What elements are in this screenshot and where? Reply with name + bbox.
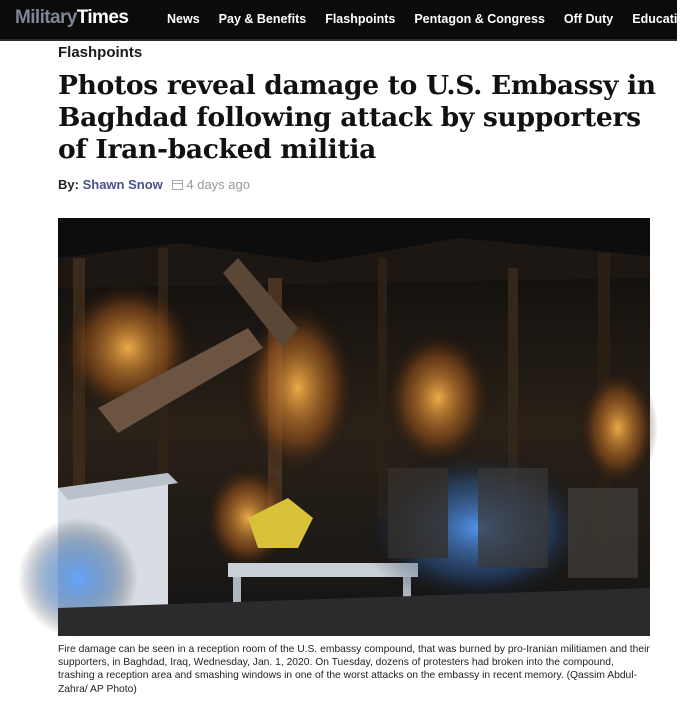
logo-part-times: Times [76, 7, 129, 28]
publish-date-text: 4 days ago [186, 177, 250, 192]
section-label[interactable]: Flashpoints [58, 44, 143, 61]
nav-item-news[interactable]: News [167, 12, 200, 26]
nav-links [167, 12, 693, 26]
nav-item-flashpoints[interactable]: Flashpoints [325, 12, 396, 26]
nav-item-education[interactable]: Education [632, 12, 693, 26]
article-photo [58, 218, 650, 636]
article-headline: Photos reveal damage to U.S. Embassy in Baghdad following attack by supporters of Iran-backed militia [58, 70, 656, 165]
top-navigation-bar [0, 0, 693, 41]
nav-item-off-duty[interactable]: Off Duty [563, 12, 614, 26]
fire-damaged-room-image [58, 218, 650, 636]
nav-item-pentagon-congress[interactable]: Pentagon & Congress [414, 12, 545, 26]
photo-caption: Fire damage can be seen in a reception room of the U.S. embassy compound, that was burned by pro-Iranian militiamen and their supporters, in Baghdad, Iraq, Wednesday, Jan. 1, 2020. On Tuesday, dozens of protesters had broken into the compound, trashing a reception area and smashing windows in one of the worst attacks on the embassy in recent memory. (Qassim Abdul-Zahra/ AP Photo) [58, 644, 650, 695]
byline-prefix: By: [58, 177, 79, 192]
calendar-icon [172, 180, 183, 190]
publish-date [172, 177, 250, 192]
byline [58, 177, 250, 192]
nav-item-pay-benefits[interactable]: Pay & Benefits [218, 12, 307, 26]
author-link[interactable]: Shawn Snow [82, 177, 163, 192]
logo-part-military: Military [15, 7, 77, 28]
site-logo[interactable] [15, 7, 128, 29]
